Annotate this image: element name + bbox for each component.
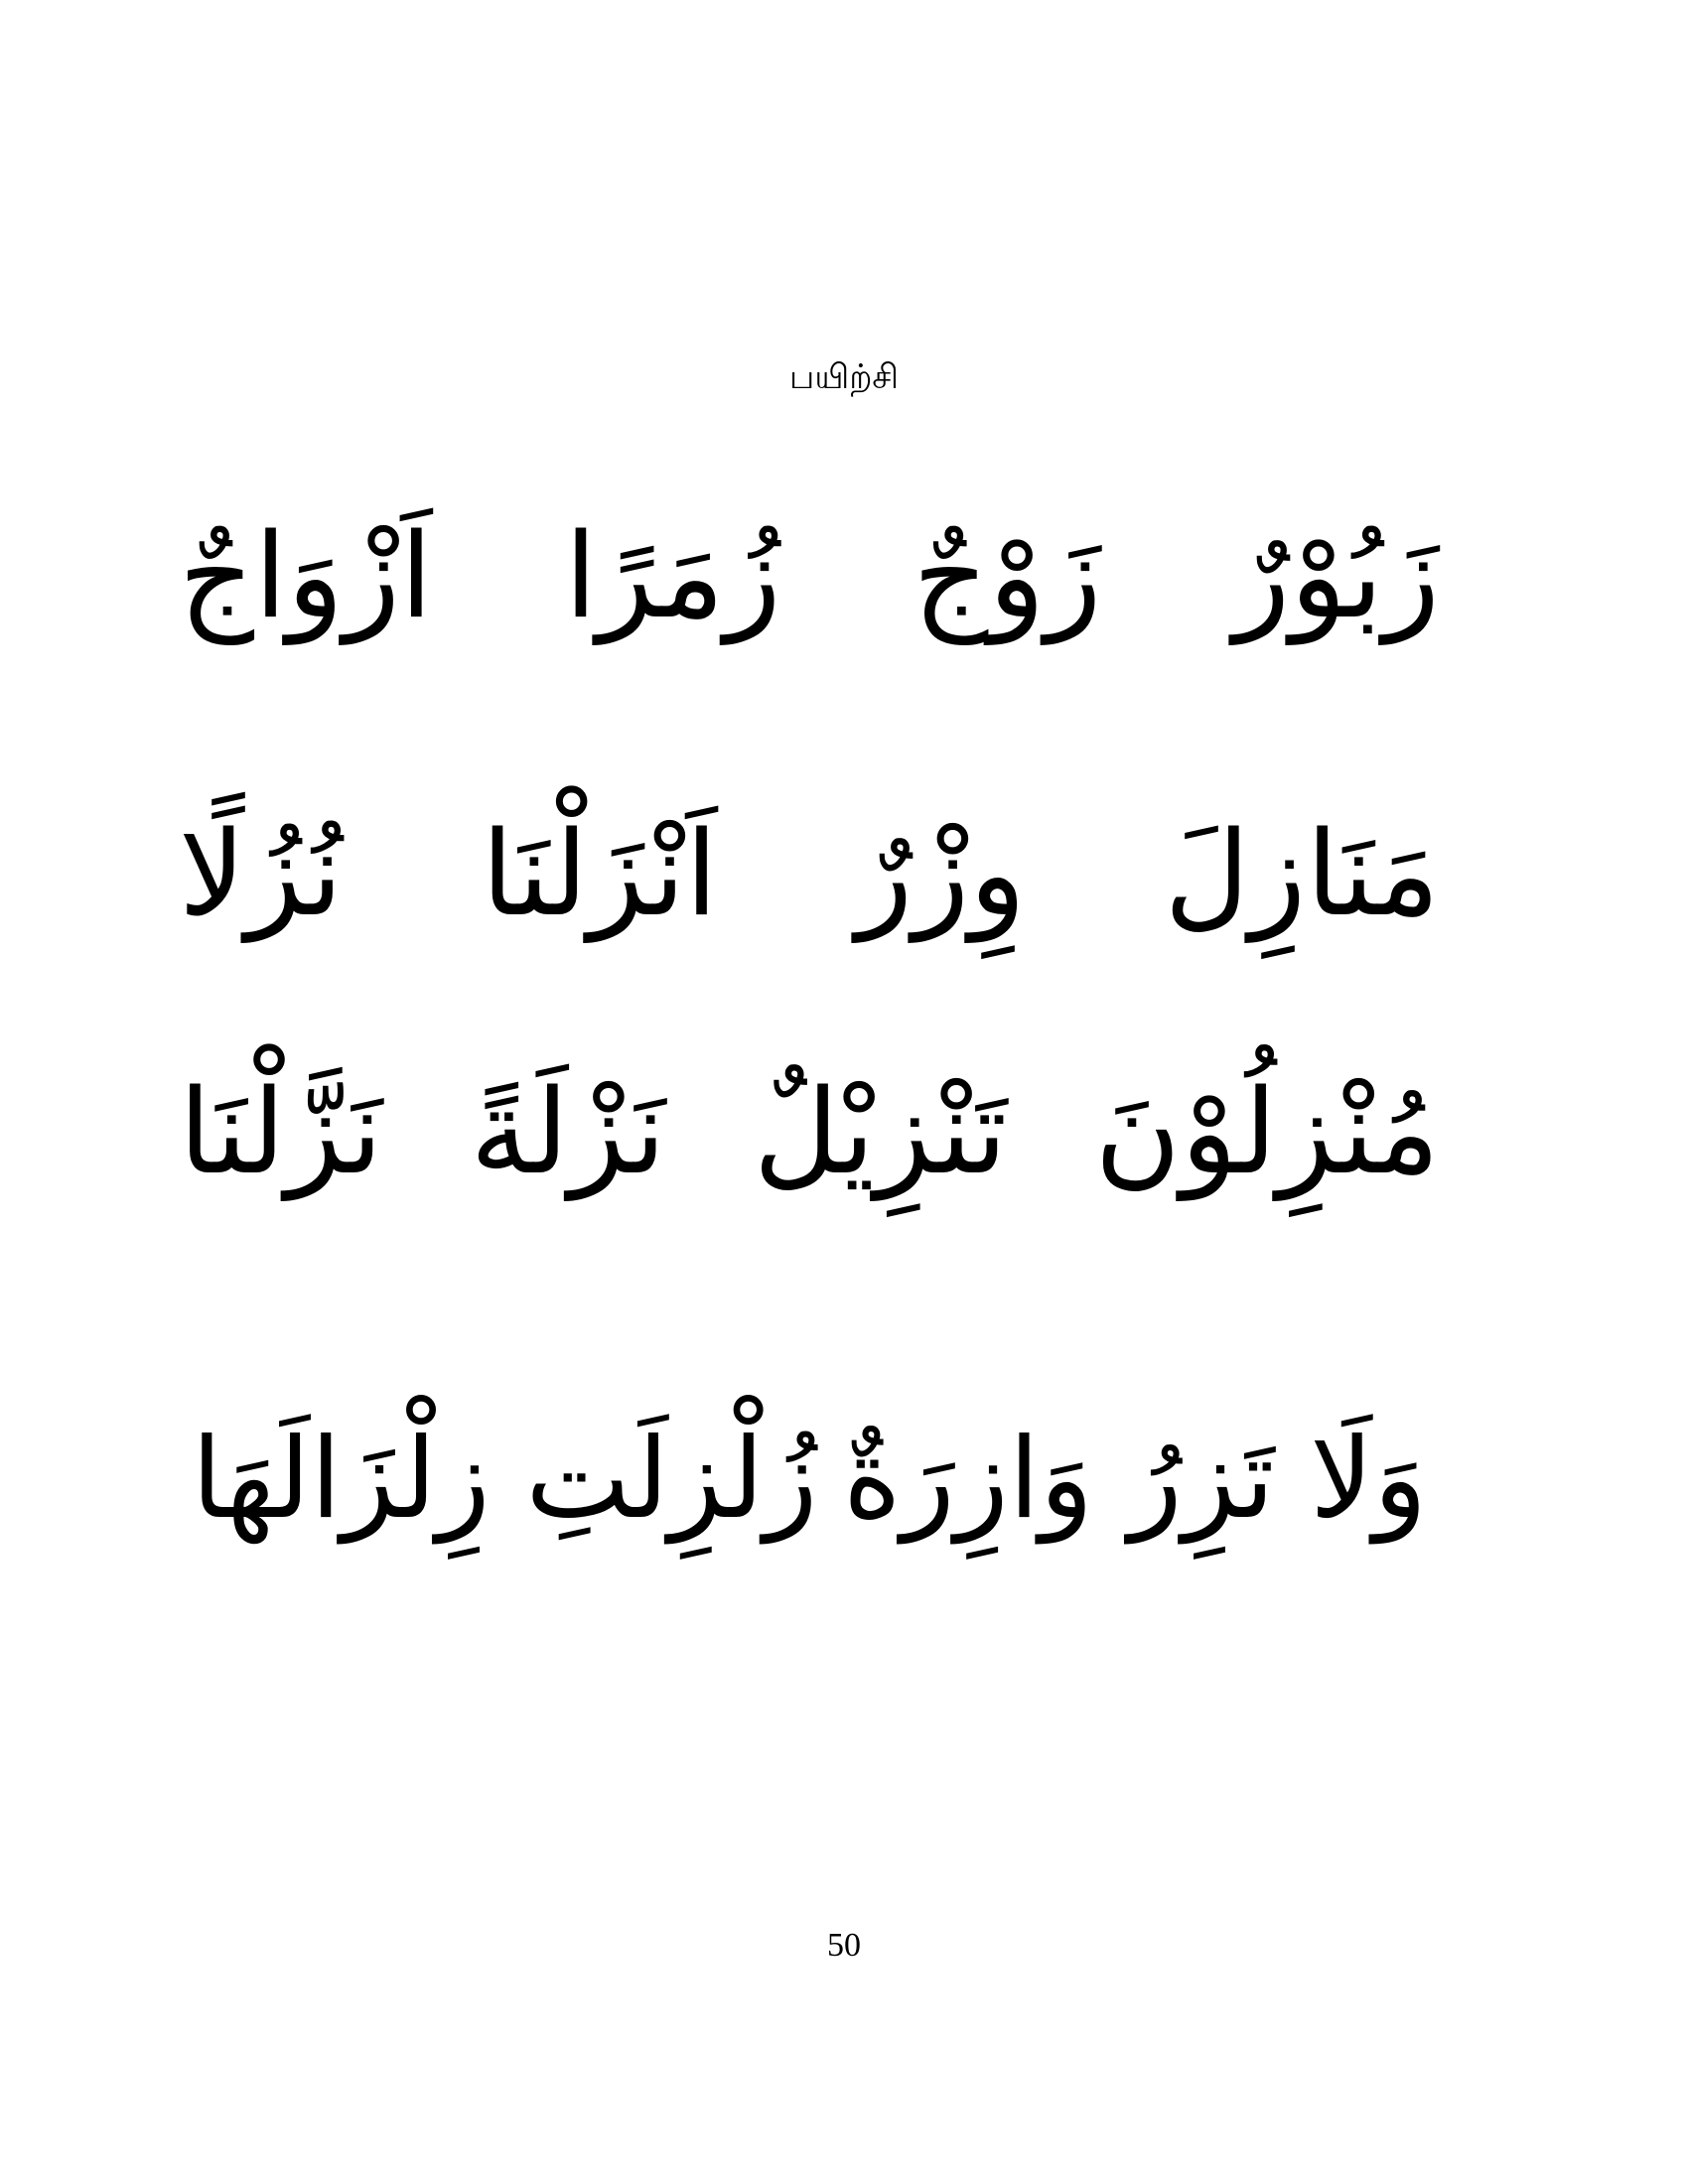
arabic-word: نَزَّلْنَا [179,1063,383,1200]
arabic-word: زَوْجٌ [913,507,1102,644]
arabic-phrase: وَلَا تَزِرُ وَازِرَةٌ [842,1415,1428,1544]
word-row-4 [179,1370,1440,1588]
arabic-word: اَنْزَلْنَا [481,805,718,942]
arabic-word: مُنْزِلُوْنَ [1094,1063,1440,1200]
arabic-word: مَنَازِلَ [1164,805,1440,942]
arabic-word: نُزُلًا [179,805,344,942]
arabic-word: اَزْوَاجٌ [179,507,433,644]
arabic-word: تَنْزِيْلٌ [753,1063,1008,1200]
arabic-word: نَزْلَةً [470,1063,666,1200]
word-row-1 [179,467,1440,685]
page-heading: பயிற்சி [789,357,899,397]
arabic-word: زَبُوْرٌ [1233,507,1440,644]
word-row-2 [179,764,1440,983]
arabic-word: زُمَرًا [564,507,781,644]
arabic-word: وِزْرٌ [856,805,1027,942]
arabic-phrase: زُلْزِلَتِ زِلْزَالَهَا [191,1415,818,1544]
word-row-3 [179,1023,1440,1241]
page-number: 50 [827,1927,861,1964]
